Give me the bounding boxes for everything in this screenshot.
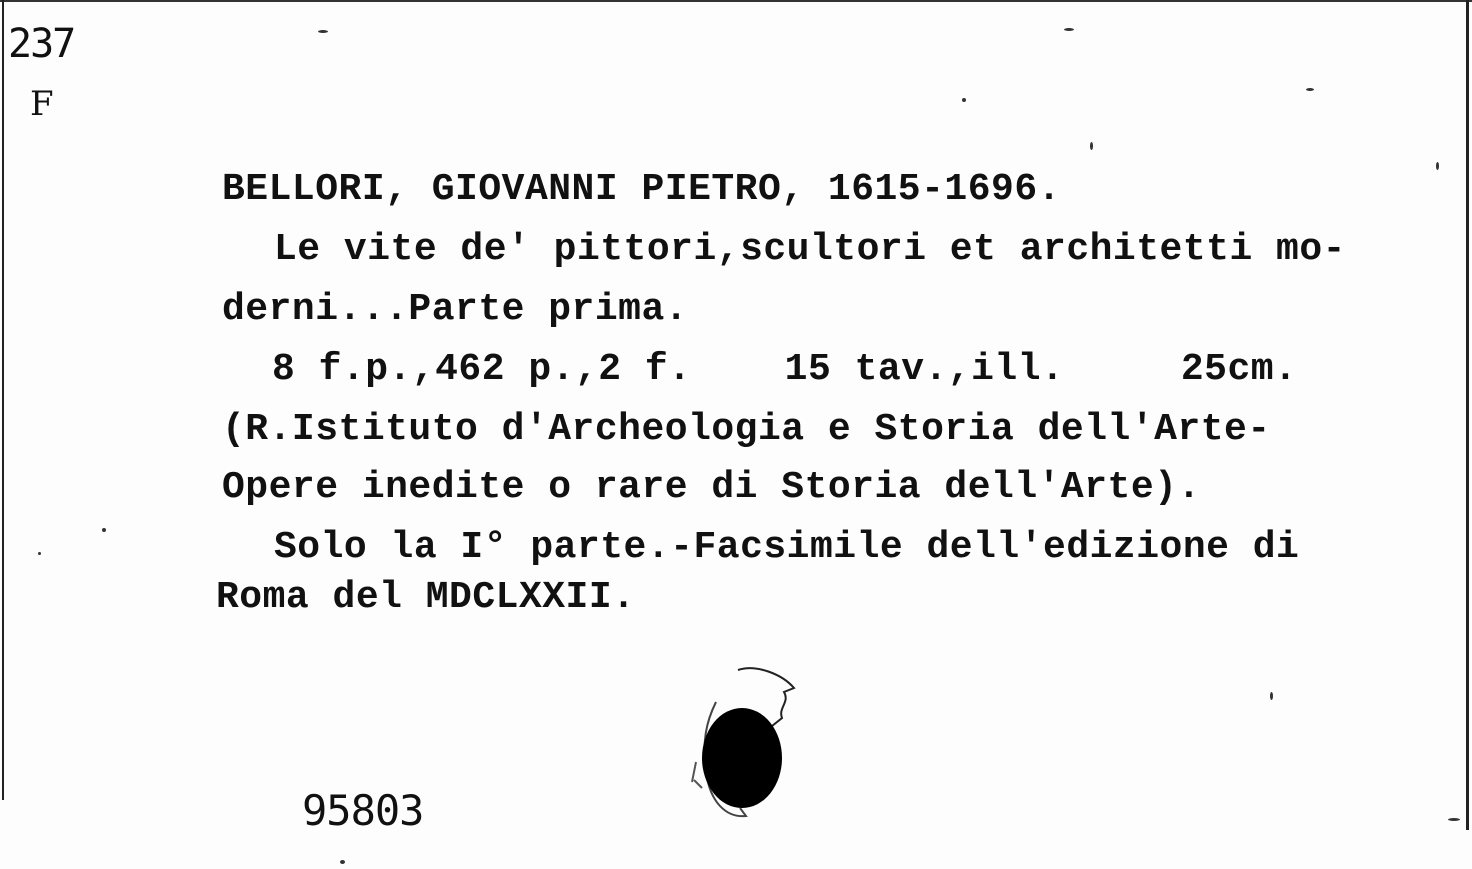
collation-line: 8 f.p.,462 p.,2 f. 15 tav.,ill. 25cm. (272, 348, 1298, 391)
author-heading: BELLORI, GIOVANNI PIETRO, 1615-1696. (222, 168, 1061, 211)
card-left-edge (2, 0, 4, 800)
accession-number: 95803 (302, 786, 424, 835)
note-line-2: Roma del MDCLXXII. (216, 576, 636, 619)
speck (318, 30, 328, 33)
speck (38, 552, 41, 555)
note-line-1: Solo la I° parte.-Facsimile dell'edizione di (274, 526, 1300, 569)
speck (102, 528, 106, 532)
speck (1270, 692, 1273, 700)
speck (962, 98, 966, 102)
series-line-2: Opere inedite o rare di Storia dell'Arte). (222, 466, 1201, 509)
speck (1090, 142, 1093, 150)
title-line-1: Le vite de' pittori,scultori et architetti mo- (274, 228, 1346, 271)
speck (1448, 818, 1460, 821)
speck (1436, 162, 1439, 170)
card-top-edge (0, 0, 1472, 2)
punch-hole-icon (686, 662, 806, 822)
title-line-2: derni...Parte prima. (222, 288, 689, 331)
card-right-edge (1466, 0, 1469, 830)
series-line-1: (R.Istituto d'Archeologia e Storia dell'Arte- (222, 408, 1271, 451)
speck (340, 860, 345, 864)
shelf-number: 237 (8, 21, 75, 67)
shelf-letter: F (30, 84, 54, 124)
speck (1064, 28, 1074, 31)
speck (1306, 88, 1314, 91)
